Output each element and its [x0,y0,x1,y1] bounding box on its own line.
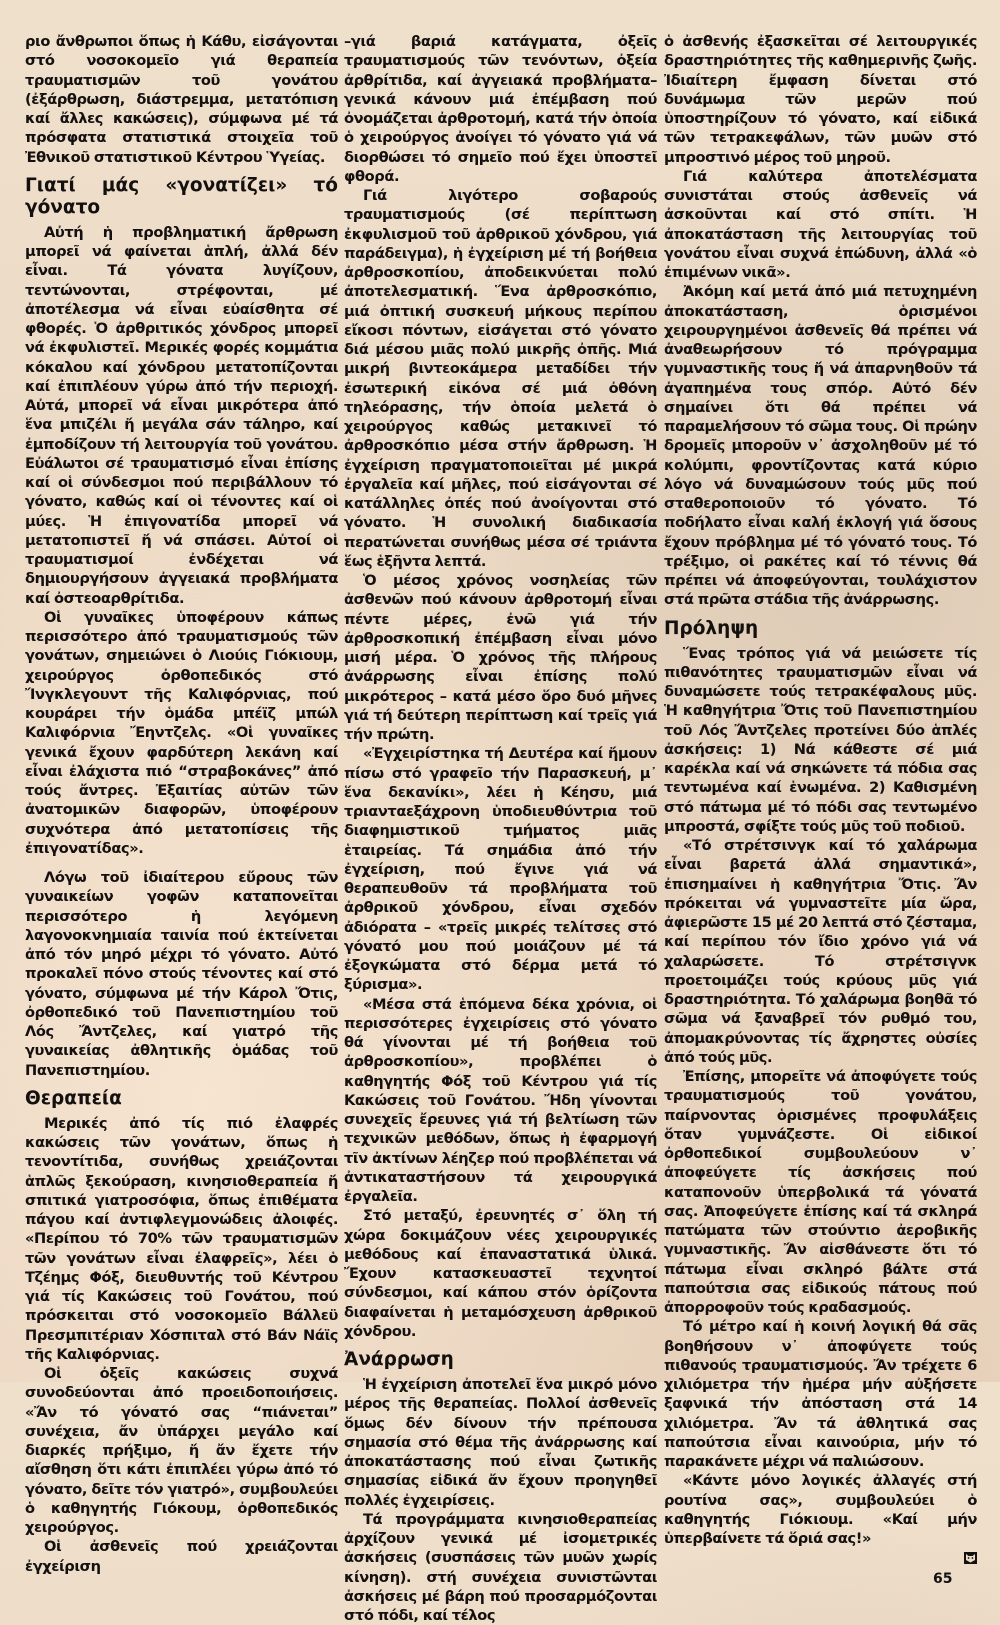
paragraph: ριο ἄνθρωποι ὅπως ἡ Κάθυ, εἰσάγονται στό νοσοκομεῖο γιά θεραπεία τραυματισμῶν τοῦ γονάτου (ἐξάρθρωση, διάστρεμμα, μετατόπιση καί ἄλλες κακώσεις), σύμφωνα μέ τά πρόσφατα στατιστικά στοιχεῖα τοῦ Ἐθνικοῦ στατιστικοῦ Κέντρου Ὑγείας. [25,33,338,166]
paragraph: Οἱ γυναῖκες ὑποφέρουν κάπως περισσότερο ἀπό τραυματισμούς τῶν γονάτων, σημειώνει ὁ Λιούις Γιόκιουμ, χειρούργος ὀρθοπεδικός στό Ἴνγκλεγουντ τῆς Καλιφόρνιας, πού κουράρει τήν ὁμάδα μπέϊζ μπώλ Καλιφόρνια Ἔηντζελς. «Οἱ γυναῖκες γενικά ἔχουν φαρδύτερη λεκάνη καί εἶναι ἐλάχιστα πιό “στραβοκάνες” ἀπό τούς ἄντρες. Ἐξαιτίας αὐτῶν τῶν ἀνατομικῶν διαφορῶν, ὑποφέρουν συχνότερα ἀπό μετατοπίσεις τῆς ἐπιγονατίδας». [25,608,338,857]
paragraph: Γιά λιγότερο σοβαρούς τραυματισμούς (σέ περίπτωση ἐκφυλισμοῦ τοῦ ἀρθρικοῦ χόνδρου, γιά παράδειγμα), ἡ ἐγχείριση μέ τή βοήθεια ἀρθροσκοπίου, ἀποδεικνύεται πολύ ἀποτελεσματική. Ἕνα ἀρθροσκόπιο, μιά ὀπτική συσκευή μήκους περίπου εἴκοσι πόντων, εἰσάγεται στό γόνατο διά μέσου μιᾶς πολύ μικρῆς ὀπῆς. Μιά μικρή βιντεοκάμερα μεταδίδει τήν ἐσωτερική εἰκόνα σέ μιά ὀθόνη τηλεόρασης, τήν ὁποία μελετά ὁ χειρούργος καθώς μετακινεῖ τό ἀρθροσκόπιο μέσα στήν ἄρθρωση. Ἡ ἐγχείριση πραγματοποιεῖται μέ μικρά ἐργαλεῖα καί μῆλες, πού εἰσάγονται σέ κατάλληλες ὀπές πού ἀνοίγονται στό γόνατο. Ἡ συνολική διαδικασία περατώνεται συνήθως μέσα σέ τριάντα ἕως ἑξῆντα λεπτά. [344,187,657,570]
article-column-3 [664,32,977,1566]
end-mark-row [664,1550,977,1566]
paragraph: «Κάντε μόνο λογικές ἀλλαγές στή ρουτίνα σας», συμβουλεύει ὁ καθηγητής Γιόκιουμ. «Καί μήν ὑπερβαίνετε τά ὅριά σας!» [664,1472,977,1547]
paragraph: Τό μέτρο καί ἡ κοινή λογική θά σᾶς βοηθήσουν ν᾽ ἀποφύγετε τούς πιθανούς τραυματισμούς. Ἄν τρέχετε 6 χιλιόμετρα τήν ἡμέρα μήν αὐξήσετε ξαφνικά τήν ἀπόσταση στά 14 χιλιόμετρα. Ἄν τά ἀθλητικά σας παπούτσια εἶναι καινούρια, μήν τό παρακάνετε μέχρι νά παλιώσουν. [664,1318,977,1470]
paragraph: Μερικές ἀπό τίς πιό ἐλαφρές κακώσεις τῶν γονάτων, ὅπως ἡ τενοντίτιδα, συνήθως χρειάζονται ἁπλῶς ξεκούραση, κινησιοθεραπεία ἤ σπιτικά γιατροσόφια, ὅπως ἐπιθέματα πάγου καί ἀντιφλεγμονώδεις ἀλοιφές. «Περίπου τό 70% τῶν τραυματισμῶν τῶν γονάτων εἶναι ἐλαφρεῖς», λέει ὁ Τζέημς Φόξ, διευθυντής τοῦ Κέντρου γιά τίς Κακώσεις τοῦ Γονάτου, πού πρόσκειται στό νοσοκομεῖο Βάλλεϋ Πρεσμπιτέριαν Χόσπιταλ στό Βάν Νάϊς τῆς Καλιφόρνιας. [25,1114,338,1363]
page-number: 65 [933,1571,953,1587]
paragraph: Ἀκόμη καί μετά ἀπό μιά πετυχημένη ἀποκατάσταση, ὁρισμένοι χειρουργημένοι ἀσθενεῖς θά πρέπει νά ἀναθεωρήσουν τό πρόγραμμα γυμναστικῆς τους ἤ νά ἀπαρνηθοῦν τά ἀγαπημένα τους σπόρ. Αὐτό δέν σημαίνει ὅτι θά πρέπει νά παραμελήσουν τό σῶμα τους. Οἱ πρώην δρομεῖς μποροῦν ν᾽ ἀσχοληθοῦν μέ τό κολύμπι, φροντίζοντας κατά κύριο λόγο νά δυναμώσουν τούς μῦς πού σταθεροποιοῦν τό γόνατο. Τό ποδήλατο εἶναι καλή ἐκλογή γιά ὅσους ἔχουν πρόβλημα μέ τό γόνατό τους. Τό τρέξιμο, οἱ ρακέτες καί τό τέννις θά πρέπει νά ἀποφεύγονται, τουλάχιστον στά πρῶτα στάδια τῆς ἀνάρρωσης. [664,283,977,609]
section-heading-recovery: Ἀνάρρωση [344,1349,454,1370]
section-heading-therapy: Θεραπεία [25,1087,122,1109]
paragraph: Ἐπίσης, μπορεῖτε νά ἀποφύγετε τούς τραυματισμούς τοῦ γονάτου, παίρνοντας ὁρισμένες προφυλάξεις ὅταν γυμνάζεστε. Οἱ εἰδικοί ὀρθοπεδικοί συμβουλεύουν ν᾽ ἀποφεύγετε τίς ἀσκήσεις πού καταπονοῦν ὑπερβολικά τά γόνατά σας. Ἀποφεύγετε ἐπίσης καί τά σκληρά πατώματα τῶν στούντιο ἀεροβικῆς γυμναστικῆς. Ἄν αἰσθάνεστε ὅτι τό πάτωμα εἶναι σκληρό βάλτε στά παπούτσια σας εἰδικούς πάτους πού ἀπορροφοῦν τούς κραδασμούς. [664,1068,977,1316]
section-heading-prevention: Πρόληψη [664,617,759,639]
paragraph: Οἱ ὀξεῖς κακώσεις συχνά συνοδεύονται ἀπό προειδοποιήσεις. «Ἄν τό γόνατό σας “πιάνεται” συνέχεια, ἄν ὑπάρχει μεγάλο καί διαρκές πρήξιμο, ἤ ἄν ἔχετε τήν αἴσθηση ὅτι κάτι ἐπιπλέει γύρω ἀπό τό γόνατο, δεῖτε τόν γιατρό», συμβουλεύει ὁ καθηγητής Γιόκουμ, ὀρθοπεδικός χειρούργος. [25,1365,338,1536]
paragraph: Λόγω τοῦ ἰδιαίτερου εὔρους τῶν γυναικείων γοφῶν καταπονεῖται περισσότερο ἡ λεγόμενη λαγονοκνημιαία ταινία πού ἐκτείνεται ἀπό τόν μηρό μέχρι τό γόνατο. Αὐτό προκαλεῖ πόνο στούς τένοντες καί στό γόνατο, σύμφωνα μέ τήν Κάρολ Ὄτις, ὀρθοπεδικό τοῦ Πανεπιστημίου τοῦ Λός Ἄντζελες, καί γιατρό τῆς γυναικείας ἀθλητικῆς ὁμάδας τοῦ Πανεπιστημίου. [25,869,338,1079]
paragraph: ὁ ἀσθενής ἐξασκεῖται σέ λειτουργικές δραστηριότητες τῆς καθημερινῆς ζωῆς. Ἰδιαίτερη ἔμφαση δίνεται στό δυνάμωμα τῶν μερῶν πού ὑποστηρίζουν τό γόνατο, καί εἰδικά τῶν τετρακεφάλων, τῶν μυῶν στό μπροστινό μέρος τοῦ μηροῦ. [664,33,977,166]
paragraph: Τά προγράμματα κινησιοθεραπείας ἀρχίζουν γενικά μέ ἰσομετρικές ἀσκήσεις (συσπάσεις τῶν μυῶν χωρίς κίνηση). στή συνέχεια συνιστῶνται ἀσκήσεις μέ βάρη πού προσαρμόζονται στό πόδι, καί τέλος [344,1510,657,1624]
paragraph: «Μέσα στά ἑπόμενα δέκα χρόνια, οἱ περισσότερες ἐγχειρίσεις στό γόνατο θά γίνονται μέ τή βοήθεια τοῦ ἀρθροσκοπίου», προβλέπει ὁ καθηγητής Φόξ τοῦ Κέντρου γιά τίς Κακώσεις τοῦ Γονάτου. Ἤδη γίνονται συνεχεῖς ἔρευνες γιά τή βελτίωση τῶν τεχνικῶν μεθόδων, ὅπως ἡ ἐφαρμογή τῖν ἀκτίνων λέηζερ πού προβλέπεται νά ἀντικαταστήσουν τά χειρουργικά ἐργαλεῖα. [344,995,657,1205]
paragraph: –γιά βαριά κατάγματα, ὀξεῖς τραυματισμούς τῶν τενόντων, ὀξεία ἀρθρίτιδα, καί ἀγγειακά προβλήματα– γενικά κάνουν μιά ἐπέμβαση πού ὀνομάζεται ἀρθροτομή, κατά τήν ὁποία ὁ χειρούργος ἀνοίγει τό γόνατο γιά νά διορθώσει τό σημεῖο πού ἔχει ὑποστεῖ φθορά. [344,33,657,185]
section-heading-why-knee: Γιατί μάς «γονατίζει» τό γόνατο [25,174,338,218]
paragraph: «Τό στρέτσινγκ καί τό χαλάρωμα εἶναι βαρετά ἀλλά σημαντικά», ἐπισημαίνει ἡ καθηγήτρια Ὄτις. Ἄν πρόκειται νά γυμναστεῖτε μία ὥρα, ἀφιερῶστε 15 μέ 20 λεπτά στό ζέσταμα, καί περίπου τόν ἴδιο χρόνο γιά νά χαλαρώσετε. Τό στρέτσιγνκ προετοιμάζει τούς κρύους μῦς γιά δραστηριότητα. Τό χαλάρωμα βοηθᾶ τό σῶμα νά ξαναβρεῖ τόν ρυθμό του, ἀπομακρύνοντας τίς ἄχρηστες οὐσίες ἀπό τούς μῦς. [664,837,977,1066]
paragraph: «Ἐγχειρίστηκα τή Δευτέρα καί ἤμουν πίσω στό γραφεῖο τήν Παρασκευή, μ᾽ ἕνα δεκανίκι», λέει ἡ Κέησυ, μιά τριανταεξάχρονη ὑποδιευθύντρια τοῦ διαφημιστικοῦ τμήματος μιᾶς ἑταιρείας. Τά σημάδια ἀπό τήν ἐγχείριση, πού ἔγινε γιά νά θεραπευθοῦν τά προβλήματα τοῦ ἀρθρικοῦ χόνδρου, εἶναι σχεδόν ἀδιόρατα – «τρεῖς μικρές τελίτσες στό γόνατό μου πού μοιάζουν μέ τά ἐξογκώματα στό δέρμα μετά τό ξύρισμα». [344,745,657,994]
paragraph: Αὐτή ἡ προβληματική ἄρθρωση μπορεῖ νά φαίνεται ἁπλή, ἀλλά δέν εἶναι. Τά γόνατα λυγίζουν, τεντώνονται, στρέφονται, μέ ἀποτέλεσμα νά εἶναι εὐαίσθητα σέ φθορές. Ὁ ἀρθριτικός χόνδρος μπορεῖ νά ἐκφυλιστεῖ. Μερικές φορές κομμάτια κόκαλου καί χόνδρου μετατοπίζονται καί ἐπιπλέουν γύρω ἀπό τήν περιοχή. Αὐτά, μπορεῖ νά εἶναι μικρότερα ἀπό ἕνα μπιζέλι ἤ μεγάλα σάν τάληρο, καί ἐμποδίζουν τή λειτουργία τοῦ γονάτου. Εὐάλωτοι σέ τραυματισμό εἶναι ἐπίσης καί οἱ σύνδεσμοι πού περιβάλλουν τό γόνατο, καθώς καί οἱ τένοντες καί οἱ μύες. Ἡ ἐπιγονατίδα μπορεῖ νά μετατοπιστεῖ ἤ νά σπάσει. Αὐτοί οἱ τραυματισμοί ἐνδέχεται νά δημιουργήσουν ἀγγειακά προβλήματα καί ὀστεοαρθρίτιδα. [25,223,338,607]
article-column-2 [344,32,657,1625]
paragraph: Ὁ μέσος χρόνος νοσηλείας τῶν ἀσθενῶν πού κάνουν ἀρθροτομή εἶναι πέντε μέρες, ἐνῶ γιά τήν ἀρθροσκοπική ἐπέμβαση εἶναι μόνο μισή μέρα. Ὁ χρόνος τῆς πλήρους ἀνάρρωσης εἶναι ἐπίσης πολύ μικρότερος – κατά μέσο ὅρο δυό μῆνες γιά τή δεύτερη περίπτωση καί τρεῖς γιά τήν πρώτη. [344,572,657,743]
paragraph: Στό μεταξύ, ἐρευνητές σ᾽ ὅλη τή χώρα δοκιμάζουν νέες χειρουργικές μεθόδους καί ἐπαναστατικά ὑλικά. Ἔχουν κατασκευαστεῖ τεχνητοί σύνδεσμοι, καί κάπου στόν ὁρίζοντα διαφαίνεται ἡ μεταμόσχευση ἀρθρικοῦ χόνδρου. [344,1207,657,1340]
cat-face-end-mark-icon [964,1552,977,1564]
article-column-1 [25,32,338,1576]
paragraph: Ἡ ἐγχείριση ἀποτελεῖ ἕνα μικρό μόνο μέρος τῆς θεραπείας. Πολλοί ἀσθενεῖς ὅμως δέν δίνουν τήν πρέπουσα σημασία στό θέμα τῆς ἀνάρρωσης καί ἀποκατάστασης πού εἶναι ζωτικῆς σημασίας εἰδικά ἄν ἔχουν προηγηθεῖ πολλές ἐγχειρίσεις. [344,1376,657,1509]
paragraph: Ἕνας τρόπος γιά νά μειώσετε τίς πιθανότητες τραυματισμῶν εἶναι νά δυναμώσετε τούς τετρακέφαλους μῦς. Ἡ καθηγήτρια Ὄτις τοῦ Πανεπιστημίου τοῦ Λός Ἄντζελες προτείνει δύο ἁπλές ἀσκήσεις: 1) Νά κάθεστε σέ μιά καρέκλα καί νά σηκώνετε τά πόδια σας τεντωμένα καί ἑνωμένα. 2) Καθισμένη στό πάτωμα μέ τό πόδι σας τεντωμένο μπροστά, σφίξτε τούς μῦς τοῦ ποδιοῦ. [664,644,977,835]
paragraph: Οἱ ἀσθενεῖς πού χρειάζονται ἐγχείριση [25,1538,338,1575]
paragraph: Γιά καλύτερα ἀποτελέσματα συνιστάται στούς ἀσθενεῖς νά ἀσκοῦνται καί στό σπίτι. Ἡ ἀποκατάσταση τῆς λειτουργίας τοῦ γονάτου εἶναι συχνά ἐπώδυνη, ἀλλά «ὁ ἐπιμένων νικᾶ». [664,167,977,281]
